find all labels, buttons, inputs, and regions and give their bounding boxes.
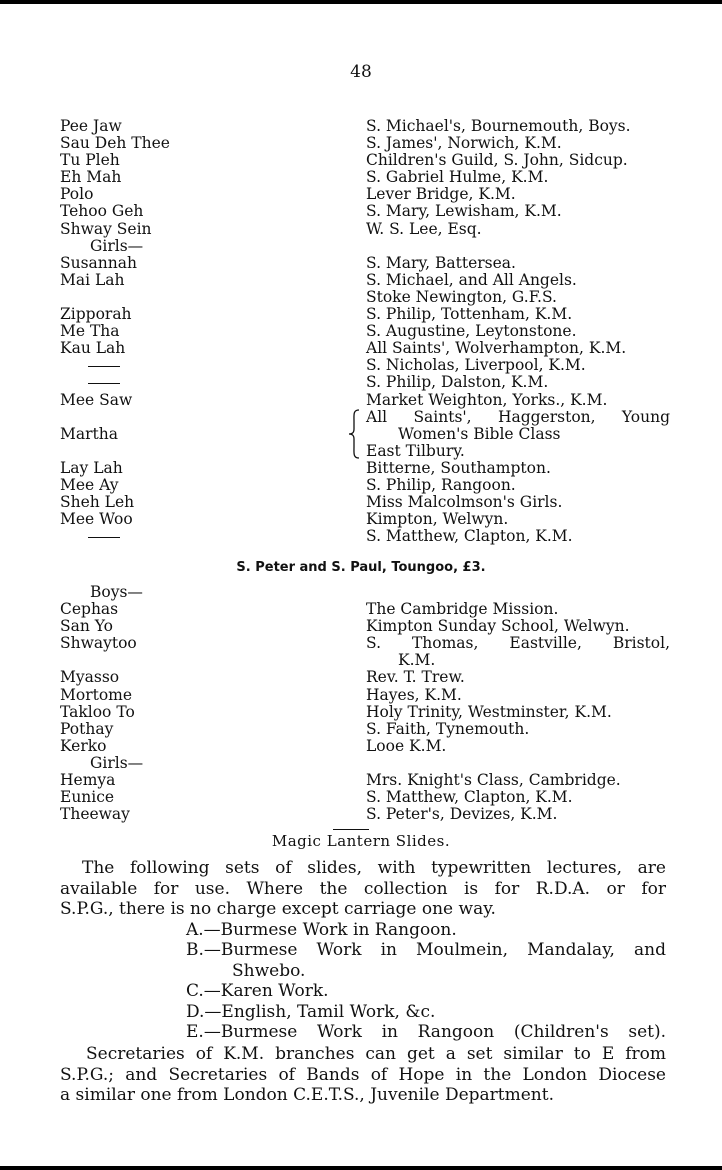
child-name: Mee Saw bbox=[60, 390, 133, 409]
sponsor-list-1 bbox=[58, 118, 678, 545]
child-name: Sau Deh Thee bbox=[60, 134, 170, 153]
list-row bbox=[58, 601, 678, 618]
sponsor-name: S. Peter's, Devizes, K.M. bbox=[366, 805, 558, 824]
slide-set-item: D.—English, Tamil Work, &c. bbox=[186, 1001, 436, 1022]
child-name: Takloo To bbox=[60, 702, 135, 721]
list-row bbox=[58, 152, 678, 169]
list-row bbox=[58, 272, 678, 289]
list-row bbox=[58, 118, 678, 135]
list-row bbox=[58, 618, 678, 635]
sponsor-name: S. Philip, Rangoon. bbox=[366, 475, 516, 494]
sponsor-name: The Cambridge Mission. bbox=[366, 600, 559, 619]
sponsor-name: S. James', Norwich, K.M. bbox=[366, 134, 562, 153]
paragraph-line: S.P.G., there is no charge except carriage one way. bbox=[60, 899, 496, 919]
child-name: Zipporah bbox=[60, 305, 132, 324]
child-name: Mee Woo bbox=[60, 510, 133, 529]
sponsor-name: Kimpton Sunday School, Welwyn. bbox=[366, 617, 630, 636]
child-name: Pothay bbox=[60, 719, 114, 738]
list-row bbox=[58, 528, 678, 545]
child-name: Tu Pleh bbox=[60, 151, 120, 170]
sponsor-name: S. Philip, Tottenham, K.M. bbox=[366, 305, 573, 324]
sponsor-name: Kimpton, Welwyn. bbox=[366, 510, 509, 529]
sponsor-name: All Saints', Wolverhampton, K.M. bbox=[366, 339, 627, 358]
paragraph-line: S.P.G.; and Secretaries of Bands of Hope in the London Diocese bbox=[60, 1064, 666, 1085]
bottom-border bbox=[0, 1166, 722, 1170]
child-name: Eh Mah bbox=[60, 168, 122, 187]
boys-heading: Boys— bbox=[90, 583, 143, 601]
child-name: Susannah bbox=[60, 253, 137, 272]
list-row bbox=[58, 255, 678, 272]
sponsor-name: S. Nicholas, Liverpool, K.M. bbox=[366, 356, 586, 375]
child-name: Sheh Leh bbox=[60, 493, 135, 512]
list-subheading bbox=[58, 584, 678, 601]
list-row bbox=[58, 721, 678, 738]
sponsor-name: All Saints', Haggerston, Young bbox=[366, 407, 670, 426]
sponsor-name: Miss Malcolmson's Girls. bbox=[366, 493, 563, 512]
list-row bbox=[58, 186, 678, 203]
list-row bbox=[58, 772, 678, 789]
child-name: Mai Lah bbox=[60, 270, 125, 289]
list-row bbox=[58, 135, 678, 152]
blank-name-dash bbox=[88, 357, 120, 367]
sponsor-name: Mrs. Knight's Class, Cambridge. bbox=[366, 771, 621, 790]
child-name: Myasso bbox=[60, 668, 120, 687]
child-name: Mortome bbox=[60, 685, 133, 704]
list-row bbox=[58, 789, 678, 806]
slide-set-item: E.—Burmese Work in Rangoon (Children's set). bbox=[186, 1022, 666, 1042]
sponsor-name: Women's Bible Class bbox=[398, 424, 561, 443]
child-name: Shwaytoo bbox=[60, 634, 137, 653]
sponsor-name: Lever Bridge, K.M. bbox=[366, 185, 516, 204]
list-row bbox=[58, 169, 678, 186]
paragraph-line: Secretaries of K.M. branches can get a set similar to E from bbox=[86, 1044, 666, 1064]
list-row bbox=[58, 669, 678, 686]
sponsor-name: S. Matthew, Clapton, K.M. bbox=[366, 527, 573, 546]
list-row bbox=[58, 323, 678, 340]
child-name: Theeway bbox=[60, 805, 130, 824]
sponsor-name: W. S. Lee, Esq. bbox=[366, 219, 482, 238]
blank-name-dash bbox=[88, 374, 120, 384]
list-row bbox=[58, 357, 678, 374]
sponsor-name: Children's Guild, S. John, Sidcup. bbox=[366, 151, 628, 170]
list-row bbox=[58, 652, 678, 669]
list-row bbox=[58, 374, 678, 391]
child-name: Cephas bbox=[60, 600, 119, 619]
section-divider bbox=[333, 829, 369, 830]
slide-set-item-continued: Shwebo. bbox=[232, 960, 306, 981]
sponsor-name: S. Faith, Tynemouth. bbox=[366, 719, 530, 738]
sponsor-name: S. Gabriel Hulme, K.M. bbox=[366, 168, 549, 187]
sponsor-name: S. Philip, Dalston, K.M. bbox=[366, 373, 549, 392]
list-row bbox=[58, 738, 678, 755]
list-row bbox=[58, 203, 678, 220]
sponsor-name: Market Weighton, Yorks., K.M. bbox=[366, 390, 608, 409]
list-row bbox=[58, 426, 678, 443]
page-number: 48 bbox=[350, 62, 372, 82]
list-row bbox=[58, 687, 678, 704]
paragraph-line: a similar one from London C.E.T.S., Juvenile Department. bbox=[60, 1085, 554, 1105]
child-name: Lay Lah bbox=[60, 458, 123, 477]
sponsor-name: S. Augustine, Leytonstone. bbox=[366, 322, 577, 341]
list-row bbox=[58, 443, 678, 460]
slide-set-item: A.—Burmese Work in Rangoon. bbox=[186, 919, 457, 940]
sponsor-name: S. Michael, and All Angels. bbox=[366, 270, 577, 289]
sponsor-name: S. Mary, Lewisham, K.M. bbox=[366, 202, 562, 221]
sponsor-name: S. Michael's, Bournemouth, Boys. bbox=[366, 117, 631, 135]
list-row bbox=[58, 340, 678, 357]
girls-heading: Girls— bbox=[90, 236, 144, 255]
slide-set-item: C.—Karen Work. bbox=[186, 981, 329, 1001]
child-name: Polo bbox=[60, 185, 94, 204]
child-name: San Yo bbox=[60, 617, 113, 636]
sponsor-name: Holy Trinity, Westminster, K.M. bbox=[366, 702, 612, 721]
list-row bbox=[58, 635, 678, 652]
sponsor-name: Stoke Newington, G.F.S. bbox=[366, 287, 557, 306]
sponsor-name: Rev. T. Trew. bbox=[366, 668, 465, 687]
sponsor-name: East Tilbury. bbox=[366, 441, 465, 460]
list-row bbox=[58, 409, 678, 426]
child-name: Martha bbox=[60, 424, 118, 443]
child-name: Tehoo Geh bbox=[60, 202, 144, 221]
girls-heading: Girls— bbox=[90, 753, 144, 772]
child-name: Pee Jaw bbox=[60, 117, 122, 135]
list-row bbox=[58, 511, 678, 528]
list-row bbox=[58, 289, 678, 306]
child-name: Kerko bbox=[60, 736, 107, 755]
list-row bbox=[58, 306, 678, 323]
list-row bbox=[58, 494, 678, 511]
child-name: Eunice bbox=[60, 788, 115, 807]
paragraph-line: available for use. Where the collection is for R.D.A. or for bbox=[60, 878, 666, 899]
magic-lantern-heading: Magic Lantern Slides. bbox=[271, 832, 451, 850]
list-row bbox=[58, 460, 678, 477]
sponsor-name: S. Mary, Battersea. bbox=[366, 253, 516, 272]
sponsor-name: S. Matthew, Clapton, K.M. bbox=[366, 788, 573, 807]
sponsor-name: Bitterne, Southampton. bbox=[366, 458, 551, 477]
section-heading: S. Peter and S. Paul, Toungoo, £3. bbox=[236, 560, 486, 575]
list-row bbox=[58, 221, 678, 238]
list-row bbox=[58, 806, 678, 823]
list-row bbox=[58, 704, 678, 721]
sponsor-list-2 bbox=[58, 584, 678, 823]
sponsor-name: K.M. bbox=[398, 651, 436, 670]
sponsor-name: Hayes, K.M. bbox=[366, 685, 462, 704]
child-name: Shway Sein bbox=[60, 219, 152, 238]
child-name: Me Tha bbox=[60, 322, 120, 341]
child-name: Hemya bbox=[60, 771, 116, 790]
list-subheading bbox=[58, 755, 678, 772]
sponsor-name: S. Thomas, Eastville, Bristol, bbox=[366, 634, 670, 653]
top-border bbox=[0, 0, 722, 4]
list-row bbox=[58, 477, 678, 494]
slide-set-item: B.—Burmese Work in Moulmein, Mandalay, and bbox=[186, 940, 666, 960]
child-name: Kau Lah bbox=[60, 339, 126, 358]
list-row bbox=[58, 392, 678, 409]
blank-name-dash bbox=[88, 528, 120, 538]
sponsor-name: Looe K.M. bbox=[366, 736, 447, 755]
brace-group bbox=[58, 409, 678, 460]
list-subheading bbox=[58, 238, 678, 255]
paragraph-line: The following sets of slides, with typewritten lectures, are bbox=[82, 858, 666, 878]
child-name: Mee Ay bbox=[60, 475, 119, 494]
